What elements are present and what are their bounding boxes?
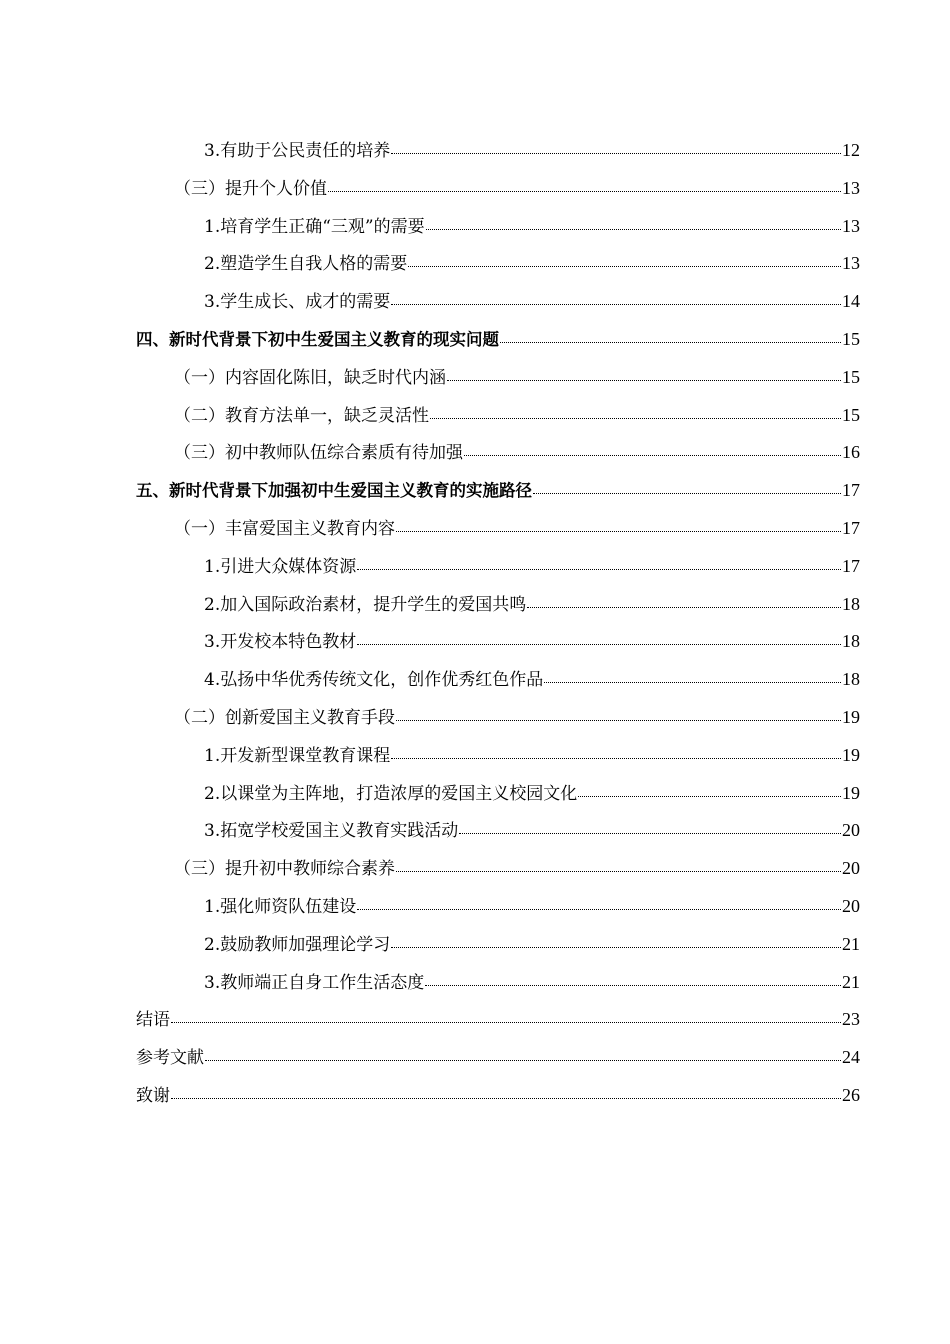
toc-entry-title: （二）创新爱国主义教育手段	[174, 707, 395, 728]
toc-entry-title: 四、新时代背景下初中生爱国主义教育的现实问题	[136, 329, 499, 349]
toc-entry[interactable]	[136, 926, 860, 964]
toc-entry[interactable]	[136, 548, 860, 586]
toc-entry-page-number: 13	[842, 177, 860, 198]
toc-entry-title: 结语	[136, 1010, 170, 1031]
toc-entry-title: 3.学生成长、成才的需要	[204, 292, 391, 313]
toc-entry-title: （一）内容固化陈旧，缺乏时代内涵	[174, 367, 446, 388]
toc-entry-title: 参考文献	[136, 1048, 204, 1069]
table-of-contents	[136, 132, 860, 1115]
dot-leader	[430, 417, 841, 419]
toc-entry-page-number: 18	[842, 669, 860, 690]
toc-entry-page-number: 17	[842, 555, 860, 576]
toc-entry[interactable]	[136, 1077, 860, 1115]
toc-entry-page-number: 18	[842, 631, 860, 652]
toc-entry-title: 致谢	[136, 1085, 170, 1106]
dot-leader	[396, 530, 841, 532]
toc-entry[interactable]	[136, 1039, 860, 1077]
toc-entry[interactable]	[136, 321, 860, 359]
toc-entry-page-number: 24	[842, 1047, 860, 1068]
toc-entry[interactable]	[136, 245, 860, 283]
toc-entry-title: 3.有助于公民责任的培养	[204, 141, 391, 161]
toc-entry-page-number: 19	[842, 782, 860, 803]
toc-entry-page-number: 13	[842, 215, 860, 236]
toc-entry[interactable]	[136, 397, 860, 435]
toc-entry-page-number: 17	[842, 517, 860, 538]
toc-entry-page-number: 21	[842, 933, 860, 954]
toc-entry-page-number: 23	[842, 1009, 860, 1030]
dot-leader	[391, 757, 841, 759]
toc-entry-page-number: 16	[842, 442, 860, 463]
toc-entry-page-number: 12	[842, 140, 860, 160]
dot-leader	[357, 568, 841, 570]
toc-entry[interactable]	[136, 737, 860, 775]
toc-entry[interactable]	[136, 850, 860, 888]
toc-entry-title: 4.弘扬中华优秀传统文化，创作优秀红色作品	[204, 670, 544, 691]
toc-entry[interactable]	[136, 472, 860, 510]
toc-entry-title: 2.加入国际政治素材，提升学生的爱国共鸣	[204, 594, 527, 615]
dot-leader	[171, 1021, 841, 1023]
dot-leader	[396, 870, 841, 872]
dot-leader	[459, 832, 841, 834]
toc-entry-page-number: 15	[842, 404, 860, 425]
toc-entry[interactable]	[136, 586, 860, 624]
toc-entry-title: （三）初中教师队伍综合素质有待加强	[174, 443, 463, 464]
toc-entry-title: （二）教育方法单一，缺乏灵活性	[174, 405, 429, 426]
toc-entry-title: 1.引进大众媒体资源	[204, 556, 357, 577]
dot-leader	[500, 341, 841, 343]
toc-entry-page-number: 20	[842, 820, 860, 841]
toc-entry-title: 3.开发校本特色教材	[204, 632, 357, 653]
dot-leader	[391, 946, 841, 948]
dot-leader	[171, 1097, 841, 1099]
toc-entry[interactable]	[136, 1001, 860, 1039]
dot-leader	[205, 1059, 841, 1061]
toc-entry[interactable]	[136, 623, 860, 661]
toc-entry-page-number: 15	[842, 328, 860, 349]
toc-entry-page-number: 15	[842, 366, 860, 387]
toc-entry-title: 3.教师端正自身工作生活态度	[204, 972, 425, 993]
dot-leader	[357, 908, 841, 910]
toc-entry-title: （一）丰富爱国主义教育内容	[174, 518, 395, 539]
toc-entry-page-number: 20	[842, 858, 860, 879]
toc-entry-page-number: 13	[842, 253, 860, 274]
dot-leader	[391, 303, 841, 305]
toc-entry[interactable]	[136, 699, 860, 737]
dot-leader	[544, 681, 841, 683]
toc-entry-title: （三）提升初中教师综合素养	[174, 859, 395, 880]
toc-entry[interactable]	[136, 170, 860, 208]
toc-entry-page-number: 19	[842, 744, 860, 765]
dot-leader	[357, 643, 841, 645]
toc-entry[interactable]	[136, 132, 860, 170]
dot-leader	[391, 152, 841, 154]
dot-leader	[425, 984, 841, 986]
toc-entry[interactable]	[136, 208, 860, 246]
toc-entry-title: 五、新时代背景下加强初中生爱国主义教育的实施路径	[136, 481, 532, 501]
dot-leader	[464, 454, 841, 456]
dot-leader	[527, 606, 841, 608]
toc-entry[interactable]	[136, 775, 860, 813]
dot-leader	[578, 795, 841, 797]
toc-entry[interactable]	[136, 964, 860, 1002]
dot-leader	[533, 492, 841, 494]
toc-entry-title: 1.强化师资队伍建设	[204, 896, 357, 917]
toc-entry-page-number: 26	[842, 1084, 860, 1105]
toc-entry-page-number: 20	[842, 895, 860, 916]
toc-entry[interactable]	[136, 510, 860, 548]
toc-entry-title: 3.拓宽学校爱国主义教育实践活动	[204, 821, 459, 842]
toc-entry-title: （三）提升个人价值	[174, 178, 327, 199]
dot-leader	[426, 228, 841, 230]
toc-entry-page-number: 18	[842, 593, 860, 614]
toc-entry[interactable]	[136, 661, 860, 699]
toc-entry-page-number: 17	[842, 480, 860, 501]
toc-entry-title: 2.鼓励教师加强理论学习	[204, 934, 391, 955]
toc-entry-page-number: 14	[842, 291, 860, 312]
toc-entry-page-number: 19	[842, 706, 860, 727]
dot-leader	[447, 379, 841, 381]
toc-entry[interactable]	[136, 283, 860, 321]
dot-leader	[408, 265, 841, 267]
dot-leader	[328, 190, 841, 192]
toc-entry[interactable]	[136, 812, 860, 850]
toc-entry-page-number: 21	[842, 971, 860, 992]
toc-entry[interactable]	[136, 888, 860, 926]
toc-entry-title: 1.培育学生正确“三观”的需要	[204, 216, 425, 237]
toc-entry-title: 2.以课堂为主阵地，打造浓厚的爱国主义校园文化	[204, 783, 578, 804]
toc-entry-title: 1.开发新型课堂教育课程	[204, 745, 391, 766]
toc-entry[interactable]	[136, 359, 860, 397]
toc-entry-title: 2.塑造学生自我人格的需要	[204, 254, 408, 275]
dot-leader	[396, 719, 841, 721]
toc-entry[interactable]	[136, 434, 860, 472]
